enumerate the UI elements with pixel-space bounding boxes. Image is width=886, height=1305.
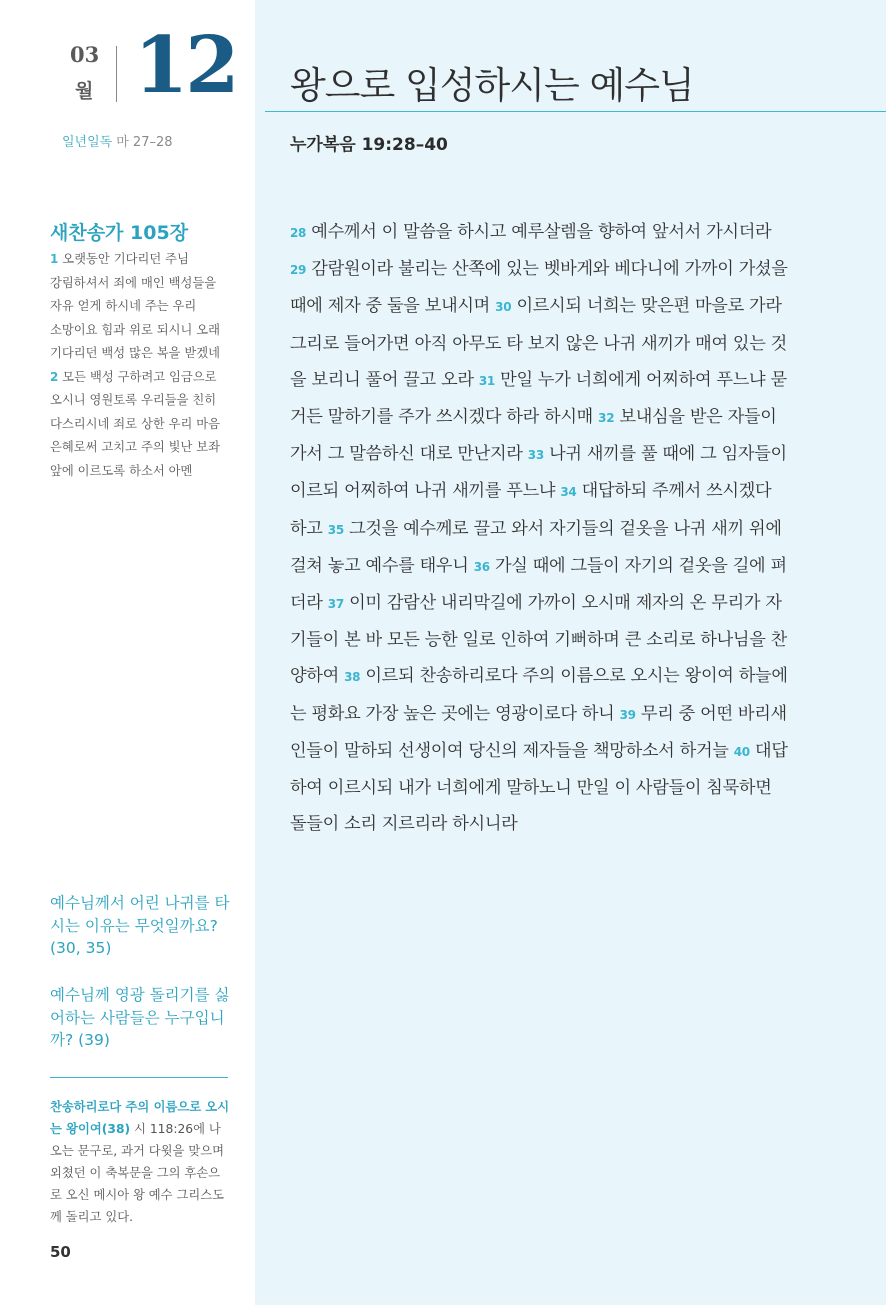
verse-text: 이미 감람산 내리막길에 가까이 오시매 제자의 온 무리가 자기들이 본 바 모든 능한 일로 인하여 기뻐하며 큰 소리로 하나님을 찬양하여 <box>290 593 787 687</box>
verse-text: 이르시되 너희는 맞은편 마을로 가라 그리로 들어가면 아직 아무도 타 보지 않은 나귀 새끼가 매여 있는 것을 보리니 풀어 끌고 오라 <box>290 296 787 390</box>
scripture-text <box>290 214 790 842</box>
hymn-verse-number: 2 <box>50 369 59 384</box>
verse-text: 나귀 새끼를 풀 때에 그 임자들이 이르되 어찌하여 나귀 새끼를 푸느냐 <box>290 444 787 502</box>
verse-number: 38 <box>344 670 361 685</box>
verse-number: 34 <box>560 485 577 500</box>
verse-number: 37 <box>327 597 344 612</box>
verse-text: 그것을 예수께로 끌고 와서 자기들의 겉옷을 나귀 새끼 위에 걸쳐 놓고 예수를 태우니 <box>290 518 782 576</box>
reading-plan-label: 일년일독 <box>62 135 113 150</box>
verse-text: 만일 누가 너희에게 어찌하여 푸느냐 묻거든 말하기를 주가 쓰시겠다 하라 하시매 <box>290 369 787 428</box>
verse-number: 28 <box>290 226 307 240</box>
reflection-question: 예수님께 영광 돌리기를 싫어하는 사람들은 누구입니까? (39) <box>50 986 230 1049</box>
reading-plan <box>62 131 173 150</box>
verse-number: 31 <box>478 373 495 388</box>
verse-text: 무리 중 어떤 바리새인들이 말하되 선생이여 당신의 제자들을 책망하소서 하거늘 <box>290 703 787 761</box>
verse-number: 30 <box>495 300 512 315</box>
hymn-verse <box>50 366 232 484</box>
page-title: 왕으로 입성하시는 예수님 <box>290 64 694 107</box>
day-number: 12 <box>134 20 237 111</box>
verse-number: 36 <box>473 559 490 574</box>
hymn-verse <box>50 248 232 366</box>
title-divider <box>265 111 886 112</box>
note-divider <box>50 1077 228 1078</box>
verse-number: 32 <box>598 411 615 426</box>
month-label: 월 <box>75 80 94 102</box>
hymn-verse-text: 오랫동안 기다리던 주님 강림하셔서 죄에 매인 백성들을 자유 얻게 하시네 주는 우리 소망이요 힘과 위로 되시니 오래 기다리던 백성 많은 복을 받겠네 <box>50 252 221 360</box>
study-note <box>50 1096 230 1228</box>
study-note-highlight: 찬송하리로다 주의 이름으로 오시는 왕이여(38) <box>50 1100 230 1136</box>
reflection-question: 예수님께서 어린 나귀를 타시는 이유는 무엇일까요? (30, 35) <box>50 894 230 957</box>
hymn-verse-number: 1 <box>50 252 59 266</box>
passage-reference: 누가복음 19:28–40 <box>290 135 448 155</box>
page-number: 50 <box>50 1243 71 1261</box>
verse-number: 39 <box>619 707 636 722</box>
hymn-verse-text: 모든 백성 구하려고 임금으로 오시니 영원토록 우리들을 친히 다스리시네 죄로 상한 우리 마음 은혜로써 고치고 주의 빛난 보좌 앞에 이르도록 하소서 아멘 <box>50 369 221 478</box>
month-number: 03 <box>70 42 100 67</box>
date-divider <box>116 46 117 102</box>
hymn-title: 새찬송가 105장 <box>50 222 189 244</box>
verse-number: 35 <box>327 522 344 537</box>
verse-text: 예수께서 이 말씀을 하시고 예루살렘을 향하여 앞서서 가시더라 <box>311 222 772 242</box>
verse-text: 감람원이라 불리는 산쪽에 있는 벳바게와 베다니에 가까이 가셨을 때에 제자 중 둘을 보내시며 <box>290 259 788 317</box>
hymn-lyrics <box>50 248 232 483</box>
verse-number: 40 <box>733 744 750 759</box>
verse-number: 29 <box>290 263 307 278</box>
study-note-text: 시 118:26에 나오는 문구로, 과거 다윗을 맞으며 외쳤던 이 축복문을 그의 후손으로 오신 메시아 왕 예수 그리스도께 돌리고 있다. <box>50 1122 224 1224</box>
verse-text: 보내심을 받은 자들이 가서 그 말씀하신 대로 만난지라 <box>290 407 777 465</box>
verse-text: 대답하여 이르시되 내가 너희에게 말하노니 만일 이 사람들이 침묵하면 돌들이 소리 지르리라 하시니라 <box>290 740 788 835</box>
verse-number: 33 <box>527 448 544 463</box>
reading-plan-ref: 마 27–28 <box>116 135 173 150</box>
verse-text: 대답하되 주께서 쓰시겠다 하고 <box>290 481 772 539</box>
verse-text: 가실 때에 그들이 자기의 겉옷을 길에 펴더라 <box>290 555 787 614</box>
verse-text: 이르되 찬송하리로다 주의 이름으로 오시는 왕이여 하늘에는 평화요 가장 높은 곳에는 영광이로다 하니 <box>290 666 788 724</box>
